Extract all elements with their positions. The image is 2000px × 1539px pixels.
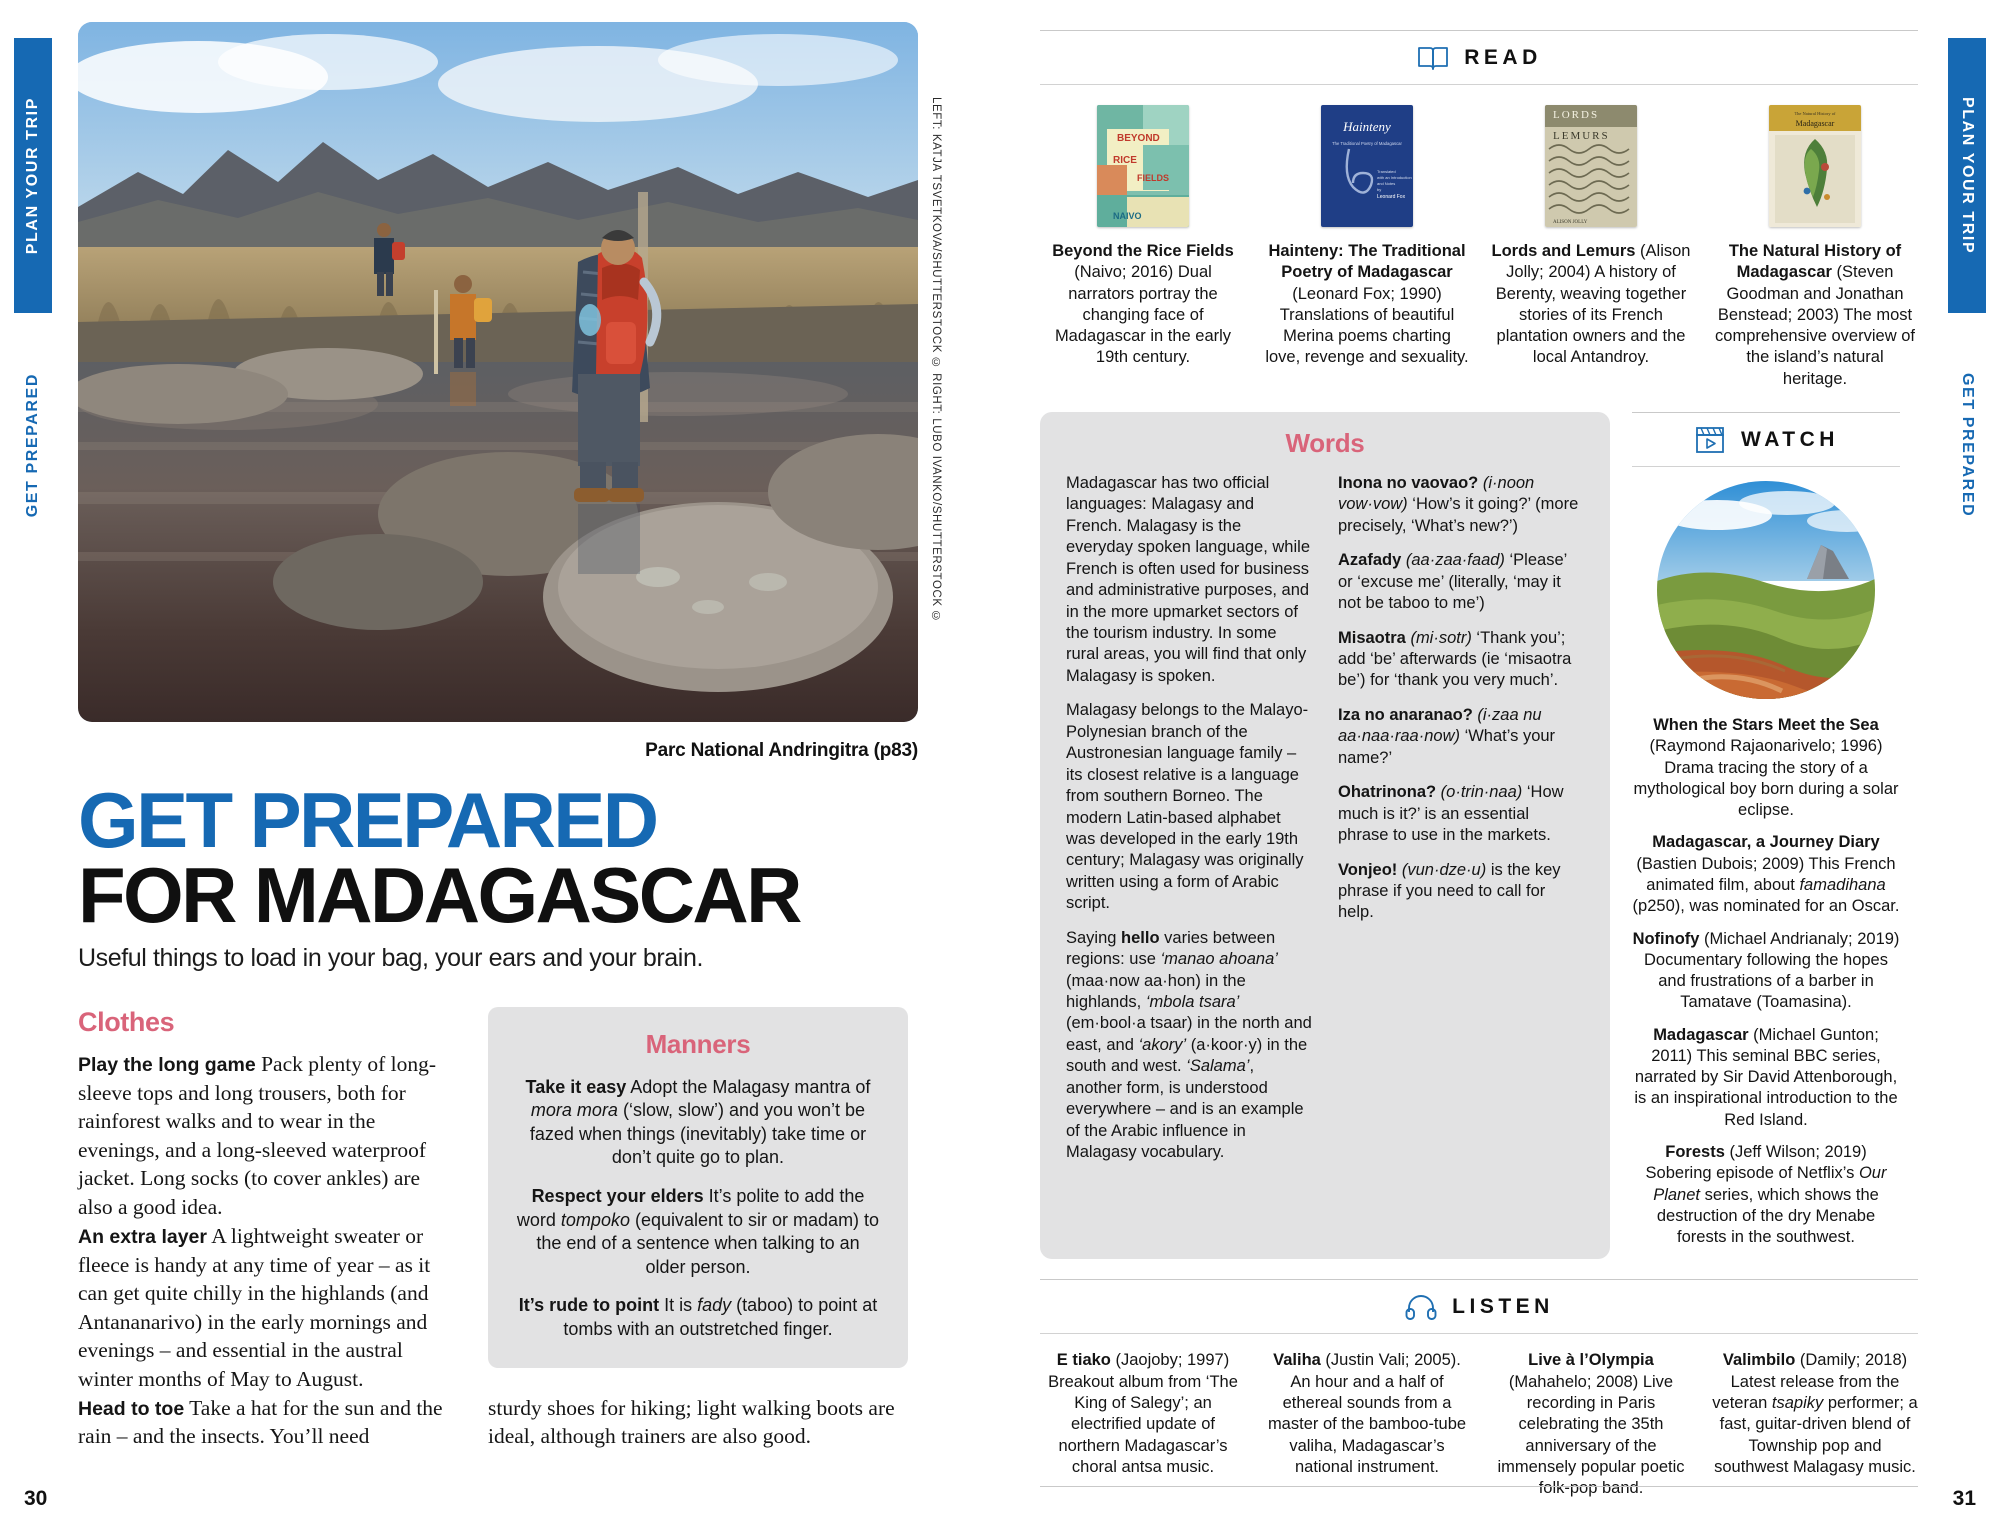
headphones-icon bbox=[1404, 1292, 1438, 1322]
read-book-desc: Translations of beautiful Merina poems charting love, revenge and sexuality. bbox=[1265, 305, 1469, 367]
read-book-meta: (Naivo; 2016) bbox=[1074, 263, 1174, 282]
read-book-title: Beyond the Rice Fields bbox=[1052, 242, 1234, 260]
svg-text:and Notes: and Notes bbox=[1377, 181, 1396, 186]
clothes-paragraph: An extra layer A lightweight sweater or fleece is handy at any time of year – as it can get quite chilly in the highlands (and Antananarivo) in the early mornings and evenings – and essential in the austral winter months of May to August. bbox=[78, 1223, 431, 1391]
manners-body bbox=[514, 1076, 882, 1342]
listen-album-desc: Live recording in Paris celebrating the 35th anniversary of the immensely popular poetic folk-pop band. bbox=[1497, 1372, 1685, 1498]
watch-section-header bbox=[1632, 413, 1900, 466]
listen-section-label: LISTEN bbox=[1452, 1295, 1554, 1319]
page-subtitle: Useful things to load in your bag, your ears and your brain. bbox=[78, 943, 703, 972]
clothes-paragraph: Play the long game Pack plenty of long-sleeve tops and long trousers, both for rainforest walks and to wear in the evenings, and a long-sleeved waterproof jacket. Long socks (to cover ankles) are also a good idea. bbox=[78, 1051, 437, 1220]
words-phrase: Misaotra (mi·sotr) ‘Thank you’; add ‘be’ afterwards (ie ‘misaotra be’) for ‘thank you very much’. bbox=[1338, 628, 1572, 690]
read-book-meta: (Alison Jolly; 2004) bbox=[1506, 242, 1691, 282]
words-title: Words bbox=[1285, 427, 1365, 458]
read-book-grid bbox=[1040, 85, 1918, 390]
read-book-desc: A history of Berenty, weaving together stories of its French plantation owners and the local Antandroy. bbox=[1495, 263, 1687, 367]
words-watch-row bbox=[1040, 412, 1918, 1259]
watch-film-item[interactable]: Nofinofy (Michael Andrianaly; 2019) Documentary following the hopes and frustrations of a barber in Tamatave (Toamasina). bbox=[1632, 929, 1900, 1012]
read-section-header bbox=[1040, 31, 1918, 84]
words-intro-paragraph: Madagascar has two official languages: Malagasy and French. Malagasy is the everyday spoken language, while French is often used for business and administrative purposes, and in the more upmarket sectors of the tourism industry. In some rural areas, you will find that only Malagasy is spoken. bbox=[1066, 473, 1310, 685]
svg-text:LEMURS: LEMURS bbox=[1553, 130, 1610, 142]
listen-album-emphasis: tsapiky bbox=[1771, 1394, 1824, 1412]
listen-album-item[interactable] bbox=[1040, 1350, 1246, 1499]
listen-album-desc: Latest release from the veteran bbox=[1712, 1372, 1900, 1412]
listen-album-meta: (Mahahelo; 2008) bbox=[1508, 1372, 1639, 1391]
clapperboard-icon bbox=[1693, 425, 1727, 455]
svg-text:Madagascar: Madagascar bbox=[1795, 119, 1835, 128]
read-book-meta: (Steven Goodman and Jonathan Benstead; 2003) bbox=[1717, 263, 1904, 324]
listen-album-meta: (Jaojoby; 1997) bbox=[1110, 1351, 1230, 1370]
read-book-caption bbox=[1712, 241, 1918, 390]
manners-box bbox=[488, 1007, 908, 1368]
sidebar-tab-label: PLAN YOUR TRIP bbox=[1959, 96, 1976, 255]
read-section-label: READ bbox=[1464, 46, 1542, 69]
read-book-caption bbox=[1264, 241, 1470, 369]
svg-text:BEYOND: BEYOND bbox=[1117, 133, 1160, 144]
listen-section bbox=[1040, 1279, 1918, 1499]
listen-album-grid bbox=[1040, 1334, 1918, 1499]
page-number-right: 31 bbox=[1952, 1487, 1976, 1510]
words-phrase: Vonjeo! (vun·dze·u) is the key phrase if you need to call for help. bbox=[1338, 860, 1561, 922]
svg-text:Translated: Translated bbox=[1377, 169, 1396, 174]
listen-album-item[interactable] bbox=[1712, 1350, 1918, 1499]
svg-text:NAIVO: NAIVO bbox=[1113, 211, 1142, 221]
read-book-desc: Dual narrators portray the changing face of Madagascar in the early 19th century. bbox=[1054, 263, 1232, 367]
read-book-caption bbox=[1040, 241, 1246, 369]
hero-image-wrap bbox=[78, 22, 942, 722]
watch-film-item[interactable]: Madagascar (Michael Gunton; 2011) This seminal BBC series, narrated by Sir David Attenborough, is an inspirational introduction to the Red Island. bbox=[1634, 1025, 1898, 1129]
watch-film-item[interactable]: When the Stars Meet the Sea (Raymond Rajaonarivelo; 1996) Drama tracing the story of a mythological boy born during a solar eclipse. bbox=[1633, 715, 1899, 820]
manners-item: Respect your elders It’s polite to add the word tompoko (equivalent to sir or madam) to the end of a sentence when talking to an older person. bbox=[516, 1186, 880, 1277]
clothes-continued: sturdy shoes for hiking; light walking boots are ideal, although trainers are also good. bbox=[488, 1395, 895, 1449]
read-book-title: The Natural History of Madagascar bbox=[1728, 242, 1902, 282]
sidebar-tab-label: GET PREPARED bbox=[24, 372, 41, 518]
page-number-left: 30 bbox=[24, 1487, 48, 1510]
words-hello-paragraph: Saying hello varies between regions: use ‘manao ahoana’ (maa·now aa·hon) in the highlands, ‘mbola tsara’ (em·bool·a tsaar) in the north and east, and ‘akory’ (a·koor·y) in the south and west. ‘Salama’, another form, is understood everywhere – and is an example of the Arabic influence in Malagasy vocabulary. bbox=[1066, 928, 1312, 1162]
open-book-icon bbox=[1416, 43, 1450, 73]
svg-text:ALISON JOLLY: ALISON JOLLY bbox=[1553, 220, 1588, 225]
right-page bbox=[1000, 0, 2000, 1539]
clothes-heading: Clothes bbox=[78, 1006, 175, 1037]
manners-title: Manners bbox=[645, 1028, 751, 1059]
read-book-meta: (Leonard Fox; 1990) bbox=[1292, 284, 1442, 303]
words-phrase: Inona no vaovao? (i·noon vow·vow) ‘How’s it going?’ (more precisely, ‘What’s new?’) bbox=[1338, 473, 1579, 535]
manners-item: It’s rude to point It is fady (taboo) to point at tombs with an outstretched finger. bbox=[518, 1295, 878, 1339]
watch-film-item[interactable]: Madagascar, a Journey Diary (Bastien Dubois; 2009) This French animated film, about famadihana (p250), was nominated for an Oscar. bbox=[1632, 833, 1900, 916]
listen-section-header bbox=[1040, 1280, 1918, 1333]
page-title-block bbox=[78, 776, 958, 973]
svg-text:The Traditional Poetry of Mada: The Traditional Poetry of Madagascar bbox=[1332, 141, 1402, 146]
manners-column bbox=[488, 1007, 908, 1451]
watch-section-label: WATCH bbox=[1741, 427, 1839, 451]
read-book-item[interactable] bbox=[1040, 105, 1246, 390]
listen-album-desc: Breakout album from ‘The King of Salegy’; an electrified update of northern Madagascar’s choral antsa music. bbox=[1048, 1372, 1238, 1476]
lords-and-lemurs-cover bbox=[1545, 105, 1637, 227]
clothes-paragraph: Head to toe Take a hat for the sun and the rain – and the insects. You’ll need bbox=[78, 1395, 443, 1449]
listen-album-item[interactable] bbox=[1488, 1350, 1694, 1499]
listen-album-item[interactable] bbox=[1264, 1350, 1470, 1499]
watch-film-item[interactable]: Forests (Jeff Wilson; 2019) Sobering episode of Netflix’s Our Planet series, which shows the destruction of the dry Menabe forests in the southwest. bbox=[1645, 1143, 1887, 1247]
read-book-item[interactable] bbox=[1488, 105, 1694, 390]
sidebar-tab-label: GET PREPARED bbox=[1959, 372, 1976, 518]
svg-text:by: by bbox=[1377, 187, 1382, 192]
listen-album-title: Live à l’Olympia bbox=[1528, 1351, 1654, 1370]
words-phrase: Azafady (aa·zaa·faad) ‘Please’ or ‘excuse me’ (literally, ‘may it not be taboo to me’) bbox=[1338, 551, 1567, 613]
hainteny-cover bbox=[1321, 105, 1413, 227]
divider-page-bottom bbox=[1040, 1486, 1918, 1487]
read-book-item[interactable] bbox=[1712, 105, 1918, 390]
highlands-illustration bbox=[1657, 481, 1875, 699]
natural-history-of-madagascar-cover bbox=[1769, 105, 1861, 227]
words-phrase: Ohatrinona? (o·trin·naa) ‘How much is it?’ is an essential phrase to use in the markets. bbox=[1338, 783, 1564, 845]
listen-album-meta: (Justin Vali; 2005). bbox=[1320, 1351, 1461, 1370]
words-phrase: Iza no anaranao? (i·zaa nu aa·naa·raa·now) ‘What’s your name?’ bbox=[1338, 705, 1556, 767]
svg-text:Hainteny: Hainteny bbox=[1343, 119, 1391, 134]
svg-text:RICE: RICE bbox=[1113, 155, 1137, 166]
svg-text:LORDS: LORDS bbox=[1553, 109, 1600, 121]
svg-text:FIELDS: FIELDS bbox=[1137, 173, 1170, 183]
listen-album-desc: An hour and a half of ethereal sounds from a master of the bamboo-tube valiha, Madagascar’s national instrument. bbox=[1267, 1372, 1467, 1476]
divider-watch-bottom bbox=[1632, 466, 1900, 467]
listen-album-desc-tail: performer; a fast, guitar-driven blend of Township pop and southwest Malagasy music. bbox=[1714, 1394, 1918, 1476]
sidebar-tab-label: PLAN YOUR TRIP bbox=[24, 96, 41, 255]
left-lower-columns bbox=[78, 1007, 928, 1451]
photo-credit: LEFT: KATJA TSVETKOVA/SHUTTERSTOCK © RIGHT: LUBO IVANKO/SHUTTERSTOCK © bbox=[930, 97, 942, 624]
listen-album-title: Valimbilo bbox=[1722, 1351, 1796, 1370]
manners-item: Take it easy Adopt the Malagasy mantra of mora mora (‘slow, slow’) and you won’t be fazed when things (inevitably) take time or don’t quite go to plan. bbox=[525, 1076, 871, 1168]
words-content bbox=[1066, 473, 1584, 1164]
clothes-body bbox=[78, 1050, 458, 1451]
watch-column bbox=[1632, 412, 1900, 1259]
read-book-title: Lords and Lemurs bbox=[1491, 242, 1636, 260]
watch-film-list bbox=[1632, 715, 1900, 1248]
svg-text:with an Introduction: with an Introduction bbox=[1377, 175, 1412, 180]
read-book-desc: The most comprehensive overview of the island’s natural heritage. bbox=[1715, 305, 1915, 388]
words-box bbox=[1040, 412, 1610, 1259]
madagascar-highlands-photo bbox=[1657, 481, 1875, 699]
listen-album-title: E tiako bbox=[1056, 1351, 1111, 1370]
hikers-river-photo bbox=[78, 22, 918, 722]
svg-text:The Natural History of: The Natural History of bbox=[1794, 111, 1836, 116]
page-title-line1: GET PREPARED bbox=[78, 776, 657, 864]
clothes-column bbox=[78, 1007, 488, 1451]
beyond-the-rice-fields-cover bbox=[1097, 105, 1189, 227]
hikers-river-illustration bbox=[78, 22, 918, 722]
listen-album-meta: (Damily; 2018) bbox=[1795, 1351, 1908, 1370]
read-book-caption bbox=[1488, 241, 1694, 369]
read-book-item[interactable] bbox=[1264, 105, 1470, 390]
svg-text:Leonard Fox: Leonard Fox bbox=[1377, 194, 1406, 200]
page-title-line2: FOR MADAGASCAR bbox=[78, 851, 800, 940]
hero-caption: Parc National Andringitra (p83) bbox=[645, 740, 918, 761]
words-intro-paragraph: Malagasy belongs to the Malayo-Polynesian branch of the Austronesian language family – its closest relative is a language from southern Borneo. The modern Latin-based alphabet was developed in the early 19th century; Malagasy was originally written using a form of Arabic script. bbox=[1066, 701, 1309, 913]
read-book-title: Hainteny: The Traditional Poetry of Madagascar bbox=[1268, 242, 1466, 282]
listen-album-title: Valiha bbox=[1273, 1351, 1321, 1370]
